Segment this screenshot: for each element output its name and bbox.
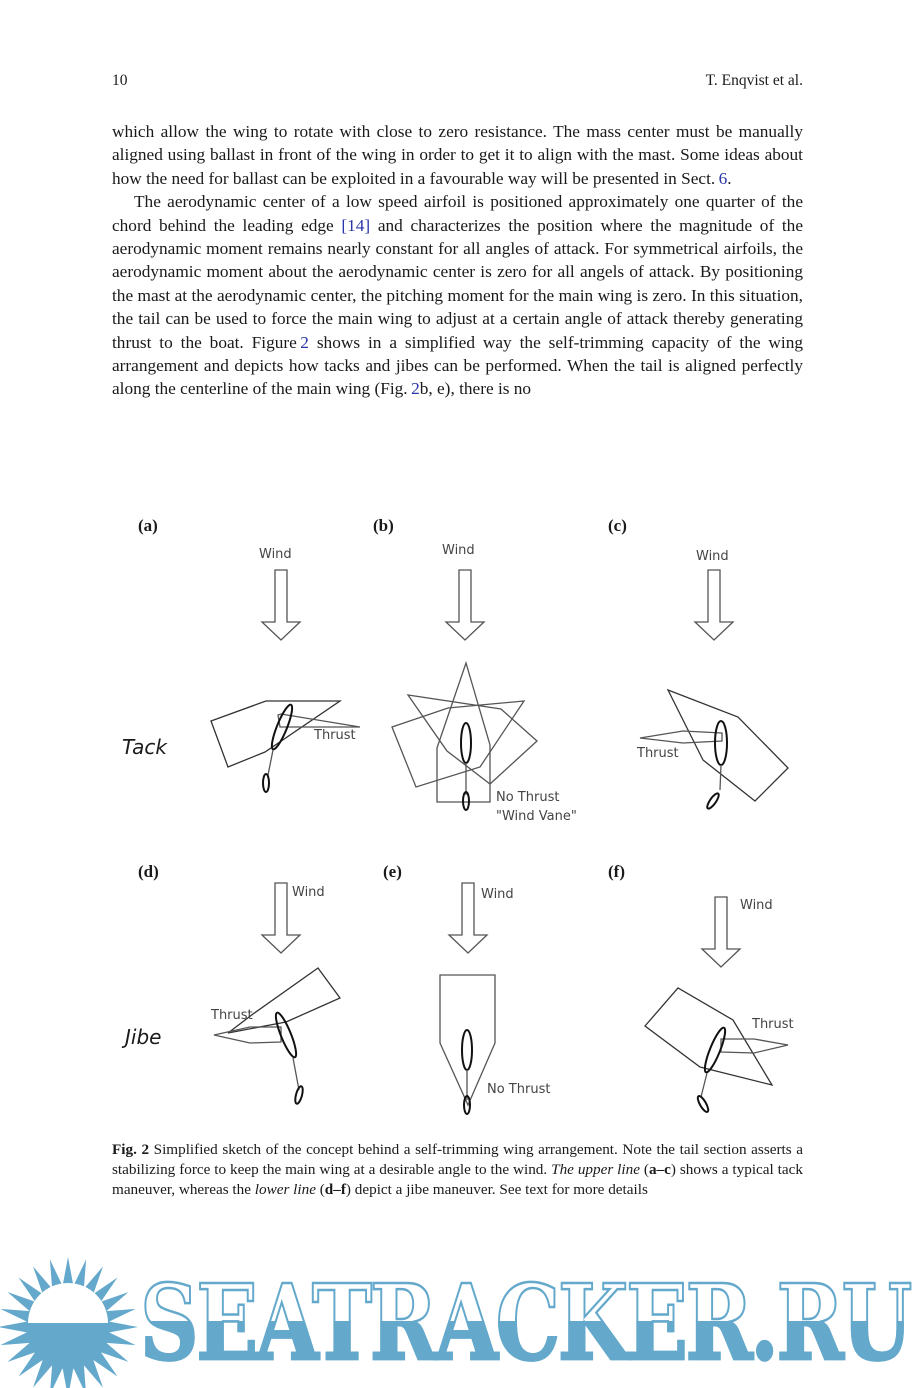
watermark-text: SEATRACKER.RU (140, 1261, 910, 1384)
paragraph-text: . (727, 168, 732, 188)
tail-icon (294, 1086, 304, 1105)
thrust-label: No Thrust (487, 1082, 551, 1097)
thrust-label: Thrust (211, 1008, 253, 1023)
caption-text: ( (639, 1161, 649, 1179)
wind-label: Wind (740, 898, 773, 913)
panel-c (640, 570, 788, 810)
panel-f (645, 897, 788, 1113)
figure-2 (100, 505, 815, 1125)
paragraph-text: shows in a simplified way the self-trimming capacity of the wing arrangement and depicts how tacks and jibes can be performed. When the tail is aligned perfectly along the centerline of the main wing (Fig. (112, 332, 803, 399)
caption-bold: a–c (648, 1161, 671, 1179)
thrust-label: Thrust (314, 728, 356, 743)
tail-icon (263, 774, 269, 792)
panel-label-c: (c) (608, 516, 627, 535)
wind-label: Wind (292, 885, 325, 900)
main-wing-outline (228, 968, 340, 1033)
caption-text: ) shows a typical tack maneuver, whereas the (112, 1161, 803, 1199)
paragraph-text: The aerodynamic center of a low speed airfoil is positioned approximately one quarter of the chord behind the leading edge (112, 192, 803, 235)
panel-label-d: (d) (138, 862, 159, 881)
figure-caption (112, 1140, 803, 1201)
thrust-arrow-icon (640, 731, 722, 743)
page-number: 10 (112, 72, 128, 89)
paragraph-text: and characterizes the position where the magnitude of the aerodynamic moment remains nearly constant for all angles of attack. For symmetrical airfoils, the aerodynamic moment about the aerodynamic center is zero for all angels of attack. By positioning the mast at the aerodynamic center, the pitching moment for the main wing is zero. In this situation, the tail can be used to force the main wing to adjust at a certain angle of attack thereby generating thrust to the boat. Figure (112, 215, 803, 352)
caption-bold: d–f (324, 1181, 346, 1199)
caption-text: ) depict a jibe maneuver. See text for more details (345, 1181, 648, 1199)
wind-arrow-icon (695, 570, 733, 640)
row-label-tack: Tack (122, 735, 167, 759)
wind-label: Wind (442, 543, 475, 558)
body-text (112, 120, 803, 401)
caption-figure-label: Fig. 2 (112, 1141, 150, 1158)
mast-wing-icon (462, 1030, 472, 1070)
thrust-arrow-icon (721, 1039, 788, 1053)
wind-arrow-icon (702, 897, 740, 967)
paragraph-1 (112, 120, 803, 190)
main-wing-outline (668, 690, 788, 801)
figure-sketch (100, 505, 815, 1125)
caption-text: Simplified sketch of the concept behind a self-trimming wing arrangement. Note the tail section asserts a stabilizing force to keep the main wing at a desirable angle to the wind. (112, 1141, 803, 1179)
panel-e (440, 883, 495, 1114)
mast-wing-icon (715, 721, 727, 765)
caption-italic: lower line (254, 1181, 316, 1199)
panel-b (392, 570, 537, 810)
mast-wing-icon (461, 723, 471, 763)
panel-label-e: (e) (383, 862, 402, 881)
running-head (112, 72, 803, 90)
wind-label: Wind (259, 547, 292, 562)
thrust-label: Thrust (637, 746, 679, 761)
wind-arrow-icon (446, 570, 484, 640)
wind-label: Wind (696, 549, 729, 564)
paragraph-text: which allow the wing to rotate with close to zero resistance. The mass center must be manually aligned using ballast in front of the wing in order to get it to align with the mast. Some ideas about how the need for ballast can be exploited in a favourable way will be presented in Sect. (112, 122, 803, 188)
thrust-label: No Thrust (496, 790, 560, 805)
running-head-authors: T. Enqvist et al. (705, 72, 803, 89)
panel-label-a: (a) (138, 516, 158, 535)
caption-italic: The upper line (551, 1161, 640, 1179)
panel-label-f: (f) (608, 862, 625, 881)
panel-d (214, 883, 340, 1104)
caption-text: ( (315, 1181, 325, 1199)
panel-a (211, 570, 360, 792)
citation-link[interactable]: [14] (341, 215, 371, 235)
thrust-label: Thrust (752, 1017, 794, 1032)
paragraph-2 (112, 190, 803, 401)
wind-arrow-icon (262, 570, 300, 640)
tail-icon (705, 792, 720, 810)
section-ref-link[interactable]: 6 (718, 168, 728, 188)
wind-label: Wind (481, 887, 514, 902)
thrust-label: "Wind Vane" (496, 809, 577, 824)
row-label-jibe: Jibe (125, 1025, 162, 1049)
panel-label-b: (b) (373, 516, 394, 535)
figure-ref-link[interactable]: 2 (300, 332, 309, 352)
tail-icon (696, 1095, 710, 1114)
paragraph-text: b, e), there is no (419, 379, 532, 399)
mast-wing-icon (701, 1026, 728, 1074)
figure-ref-link[interactable]: 2 (411, 379, 420, 399)
